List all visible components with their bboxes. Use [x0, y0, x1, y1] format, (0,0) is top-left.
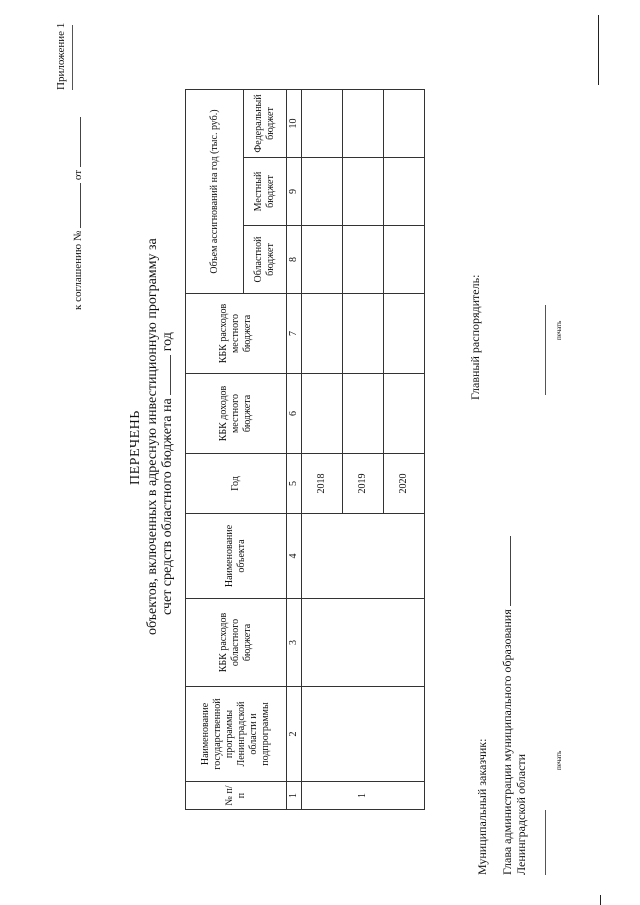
regional-budget-cell	[384, 226, 425, 294]
annex-label: Приложение 1	[55, 22, 67, 90]
document-title: ПЕРЕЧЕНЬ	[128, 410, 143, 485]
municipal-customer-label: Муниципальный заказчик:	[475, 738, 489, 875]
federal-budget-cell	[384, 89, 425, 157]
kbk-income-cell	[343, 374, 384, 454]
agreement-reference	[70, 117, 84, 310]
header-program: Наименование государственной программы Ленинградской области и подпрограммы	[186, 687, 287, 782]
local-budget-cell	[302, 158, 343, 226]
agreement-prefix: к соглашению №	[72, 230, 84, 310]
main-distributor-label: Главный распорядитель:	[468, 274, 482, 400]
column-number: 10	[287, 89, 302, 157]
kbk-regional-cell	[302, 599, 425, 687]
column-number: 3	[287, 599, 302, 687]
seal-label: печать	[555, 750, 563, 770]
header-num: № п/п	[186, 782, 287, 810]
kbk-income-cell	[302, 374, 343, 454]
object-cell	[302, 514, 425, 599]
row-number: 1	[302, 782, 425, 810]
agreement-date-blank	[70, 117, 81, 167]
column-number: 1	[287, 782, 302, 810]
margin-mark	[600, 895, 601, 905]
kbk-local-cell	[343, 294, 384, 374]
column-number: 7	[287, 294, 302, 374]
table-row	[302, 89, 343, 809]
kbk-income-cell	[384, 374, 425, 454]
head-admin-label	[500, 536, 515, 875]
column-number: 6	[287, 374, 302, 454]
program-cell	[302, 687, 425, 782]
regional-budget-cell	[302, 226, 343, 294]
objects-table	[185, 89, 425, 810]
year-blank	[160, 355, 171, 395]
header-kbk-local: КБК расходов местного бюджета	[186, 294, 287, 374]
document-subtitle-line2	[160, 332, 176, 615]
agreement-from: от	[72, 169, 84, 181]
header-regional-budget: Областной бюджет	[244, 226, 287, 294]
header-year: Год	[186, 454, 287, 514]
header-kbk-income: КБК доходов местного бюджета	[186, 374, 287, 454]
regional-budget-cell	[343, 226, 384, 294]
header-allocations: Объем ассигнований на год (тыс. руб.)	[186, 89, 244, 293]
margin-mark	[598, 15, 599, 85]
column-numbers-row	[287, 89, 302, 809]
header-federal-budget: Федеральный бюджет	[244, 89, 287, 157]
header-object: Наименование объекта	[186, 514, 287, 599]
local-budget-cell	[343, 158, 384, 226]
year-cell: 2020	[384, 454, 425, 514]
signature-line	[545, 305, 546, 395]
head-admin-blank	[500, 536, 511, 606]
federal-budget-cell	[302, 89, 343, 157]
head-admin-text: Глава администрации муниципального образования	[500, 609, 514, 875]
year-cell: 2018	[302, 454, 343, 514]
federal-budget-cell	[343, 89, 384, 157]
header-local-budget: Местный бюджет	[244, 158, 287, 226]
column-number: 5	[287, 454, 302, 514]
kbk-local-cell	[302, 294, 343, 374]
header-kbk-regional: КБК расходов областного бюджета	[186, 599, 287, 687]
column-number: 4	[287, 514, 302, 599]
agreement-number-blank	[70, 183, 81, 228]
region-label: Ленинградской области	[514, 753, 528, 875]
annex-underline	[72, 25, 73, 90]
column-number: 9	[287, 158, 302, 226]
subtitle-prefix: счет средств областного бюджета на	[160, 398, 175, 615]
document-subtitle-line1: объектов, включенных в адресную инвестиционную программу за	[145, 238, 160, 635]
column-number: 8	[287, 226, 302, 294]
signature-line	[545, 810, 546, 875]
kbk-local-cell	[384, 294, 425, 374]
seal-label: печать	[555, 320, 563, 340]
subtitle-suffix: год	[160, 332, 175, 352]
year-cell: 2019	[343, 454, 384, 514]
local-budget-cell	[384, 158, 425, 226]
column-number: 2	[287, 687, 302, 782]
